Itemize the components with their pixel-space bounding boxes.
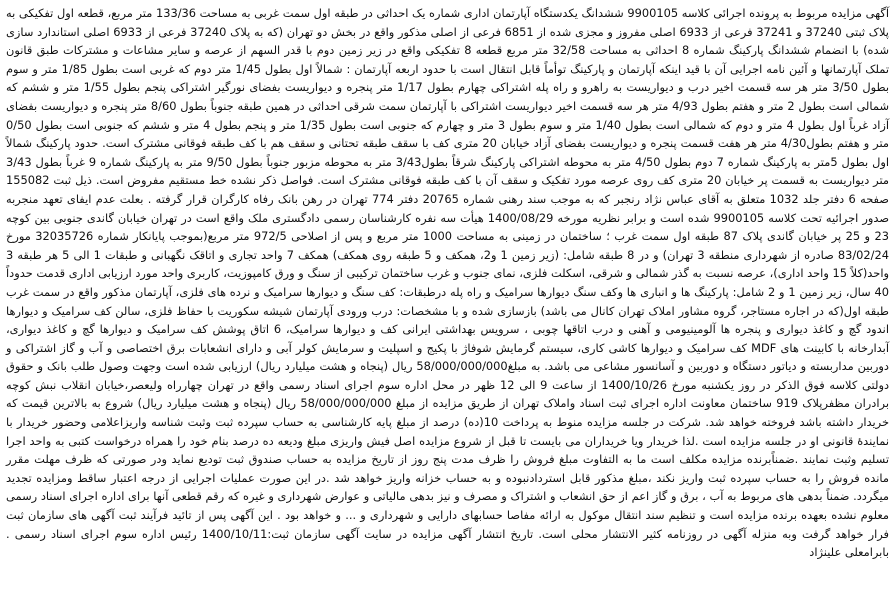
notice-body-text: آگهی مزایده مربوط به پرونده اجرائی کلاسه 9900105 ششدانگ یکدستگاه آپارتمان اداری شماره یک احداثی در طبقه اول سمت غربی به مساحت 133/36 متر مربع، قطعه اول تفکیکی به پلاک ثبتی 37240 و 37241 فرعی از 6933 اصلی مفروز و مجزی شده از 6851 فرعی از اصلی مذکور واقع در بخش دو تهران (که به پلاک 37240 فرعی از 6933 اصلی استاندارد سازی شده) با انضمام ششدانگ پارکینگ شماره 8 احداثی به مساحت 32/58 متر مربع قطعه 8 تفکیکی واقع در زیر زمین دوم با قدر السهم از عرصه و سایر مشاعات و مشترکات طبق قانون تملک آپارتمانها و آئین نامه اجرایی آن با قید اینکه آپارتمان و پارکینگ توأماً قابل انتقال است با حدود اربعه آپارتمان : شمالاً اول بطول 1/45 متر دوم که غربی است بطول 1/85 متر و سوم بطول 3/50 متر هر سه قسمت اخیر درب و دیواریست به راهرو و راه پله اشتراکی چهارم بطول 1/17 متر پنجره و دیواریست بفضای نورگیر اشتراکی پنجم بطول 1/55 متر و ششم که شمالی است بطول 2 متر و هفتم بطول 4/93 متر هر سه قسمت اخیر دیواریست اشتراکی با آپارتمان سمت شرقی احداثی در همین طبقه جنوباً بطول 8/60 متر پنجره و دیواریست بفضای آزاد غرباً اول بطول 4 متر و دوم که شمالی است بطول 1/40 متر و سوم بطول 3 متر و چهارم که جنوبی است بطول 1/35 متر و پنجم بطول 4 متر و ششم که جنوبی است بطول 0/50 متر و هفتم بطول4/30 متر هر هفت قسمت پنجره و دیواریست بفضای آزاد خیابان 20 متری کف با سقف طبقه تحتانی و سقف هم با کف طبقه فوقانی مشترک است. حدود پارکینگ شمالاً اول بطول 5متر به پارکینگ شماره 7 دوم بطول 4/50 متر به محوطه اشتراکی پارکینگ شرقاً بطول3/43 متر به محوطه مزبور جنوباً بطول 9/50 متر به پارکینگ شماره 9 غرباً بطول 3/43 متر دیواریست به قسمت پر خیابان 20 متری کف روی عرصه مورد تفکیک و سقف آن با کف طبقه فوقانی مشترک است. فواصل ذکر نشده خط مستقیم مفروض است. ذیل ثبت 155082 صفحه 6 دفتر جلد 1032 متعلق به آقای عباس نژاد رنجبر که به موجب سند رهنی شماره 20765 دفتر 774 تهران در رهن بانک رفاه کارگران قرار گرفته . بعلت عدم ایفای تعهد منجربه صدور اجرائیه تحت کلاسه 9900105 شده است و برابر نظریه مورخه 1400/08/29 هیأت سه نفره کارشناسان رسمی دادگستری ملک واقع است در تهران خیابان گاندی جنوبی بین کوچه 23 و 25 پر خیابان گاندی پلاک 87 طبقه اول سمت غرب ؛ ساختمان در زمینی به مساحت 1000 متر مربع و پس از اصلاحی 972/5 متر مربع(بموجب پایانکار شماره 32035726 مورخ 83/02/24 صادره از شهرداری منطقه 3 تهران) و در 8 طبقه شامل: (زیر زمین 1 و2، همکف و 5 طبقه روی همکف) همکف 7 واحد تجاری و اتاقک نگهبانی و طبقات 1 الی 5 هر طبقه 3 واحد(کلاً 15 واحد اداری)، عرصه نسبت به گذر شمالی و شرقی، اسکلت فلزی، نمای جنوب و غرب ساختمان ترکیبی از سنگ و ورق کامپوزیت، کاربری واحد مورد ارزیابی اداری قدمت حدوداً 40 سال، زیر زمین 1 و 2 شامل: پارکینگ ها و انباری ها وکف سنگ دیوارها سرامیک و راه پله درطبقات: کف سنگ و دیوارها سرامیک و نرده های فلزی، آپارتمان مذکور واقع در سمت غرب طبقه اول(که در اجاره مستاجر، گروه مشاور املاک تهران کانال می باشد) بازسازی شده و با مشخصات: درب ورودی آپارتمان شیشه سکوریت با حفاظ فلزی، سالن کف سرامیک و دیوارها اندود گچ و کاغذ دیواری و پنجره ها آلومینیومی و آهنی و درب اتاقها چوبی ، سرویس بهداشتی ایرانی کف و دیوارها سرامیک، 6 اتاق پوشش کف سرامیک و دیوارها گچ و کاغذ دیواری، آبدارخانه با کابینت های MDF کف سرامیک و دیوارها کاشی کاری، سیستم گرمایش شوفاژ با پکیج و اسپلیت و سرمایش کولر آبی و دارای انشعابات برق اختصاصی و آب و گاز اشتراکی و دوربین مداربسته و دیاتور دستگاه و دوربین و آسانسور مشاعی می باشد. به مبلغ58/000/000/000 ریال (پنجاه و هشت میلیارد ریال) ارزیابی شده است وجهت وصول طلب بانک و حقوق دولتی کلاسه فوق الذکر در روز یکشنبه مورخ 1400/10/26 از ساعت 9 الی 12 ظهر در محل اداره سوم اجرای اسناد رسمی واقع در تهران چهارراه ولیعصر،خیابان انقلاب نبش کوچه برادران مظفرپلاک 919 ساختمان معاونت اداره اجرای ثبت اسناد واملاک تهران از طریق مزایده از مبلغ 58/000/000/000 ریال (پنجاه و هشت میلیارد ریال) شروع به بالاترین قیمت که خریدار داشته باشد فروخته خواهد شد. شرکت در جلسه مزایده منوط به پرداخت 10(ده) درصد از مبلغ پایه کارشناسی به حساب سپرده ثبت وثبت شناسه واریزاعلامی وحضور خریدار با نمایندۀ قانونی او در جلسه مزایده است .لذا خریدار ویا خریداران می بایست تا قبل از شروع مزایده اصل فیش واریزی مبلغ ودیعه ده درصد بنام خود را همراه درخواست کتبی به واحد اجرا تسلیم وثبت نمایند .ضمناًبرنده مزایده مکلف است ما به التفاوت مبلغ فروش را ظرف مدت پنج روز از تاریخ مزایده به حساب صندوق ثبت تودیع نماید ودر صورتی که ظرف مهلت مقرر مانده فروش را به حساب سپرده ثبت واریز نکند ،مبلغ مذکور قابل استردادنبوده و به حساب خزانه واریز خواهد شد .در این صورت عملیات اجرایی از درجه اعتبار ساقط ومزایده تجدید میگردد. ضمناً بدهی های مربوط به آب ، برق و گاز اعم از حق انشعاب و اشتراک و مصرف و نیز بدهی مالیاتی و عوارض شهرداری و غیره که رقم قطعی آنها برای اداره اجرای اسناد رسمی معلوم نشده بعهده برنده مزایده است و تنظیم سند انتقال موکول به ارائه مفاصا حسابهای دارایی و شهرداری و ... و خواهد بود . این آگهی پس از تائید فرآیند ثبت آگهی های سازمان ثبت فرار خواهد گرفت وبه منزله آگهی در روزنامه کثیر الانتشار محلی است. تاریخ انتشار آگهی مزایده در سایت آگهی سازمان ثبت:1400/10/11 رئیس اداره سوم اجرای اسناد رسمی . بابرامعلی علینژاد [6,6,890,560]
